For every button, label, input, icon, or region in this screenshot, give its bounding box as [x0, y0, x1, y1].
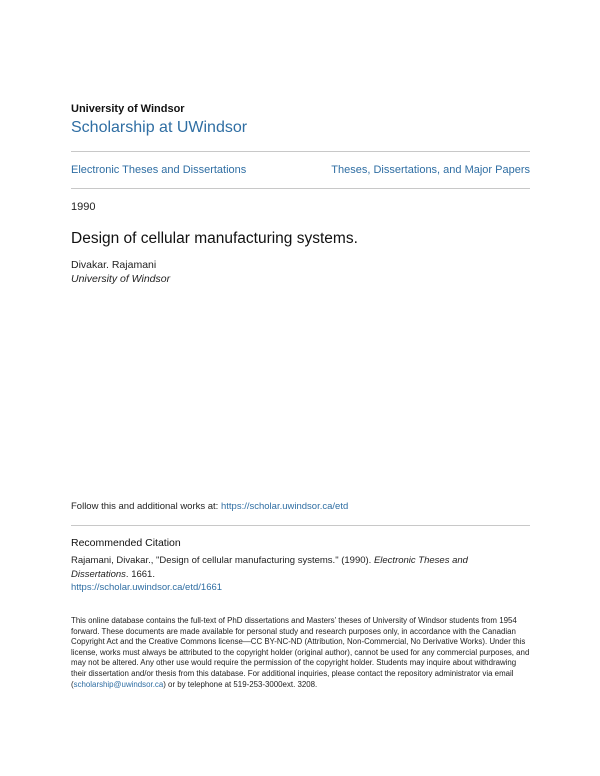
- author-affiliation: University of Windsor: [71, 273, 171, 285]
- recommended-citation-heading: Recommended Citation: [71, 537, 181, 549]
- repository-link[interactable]: Scholarship at UWindsor: [71, 119, 248, 136]
- author-name: Divakar. Rajamani: [71, 259, 157, 271]
- follow-line: [71, 501, 348, 512]
- citation-text: [71, 554, 491, 595]
- citation-series: Electronic Theses and Dissertations: [71, 555, 468, 580]
- divider: [71, 525, 530, 526]
- divider: [71, 188, 530, 189]
- document-title: Design of cellular manufacturing systems.: [71, 230, 358, 247]
- citation-prefix: Rajamani, Divakar., "Design of cellular manufacturing systems." (1990).: [71, 555, 374, 566]
- theses-collection-link[interactable]: Theses, Dissertations, and Major Papers: [331, 164, 530, 176]
- citation-suffix: . 1661.: [125, 568, 155, 580]
- citation-link[interactable]: https://scholar.uwindsor.ca/etd/1661: [71, 582, 223, 593]
- publication-year: 1990: [71, 201, 96, 213]
- institution-name: University of Windsor: [71, 103, 185, 115]
- notice-tail: ) or by telephone at 519-253-3000ext. 3208.: [163, 679, 318, 689]
- notice-body: This online database contains the full-text of PhD dissertations and Masters’ theses of University of Windsor students from 1954 forward. These documents are made available for personal study and research purposes only, in accordance with the Canadian Copyright Act and the Creative Commons license—CC BY-NC-ND (Attribution, Non-Commercial, No Derivative Works). Under this license, works must always be attributed to the copyright holder (original author), cannot be used for any commercial purposes, and may not be altered. Any other use would require the permission of the copyright holder. Students may inquire about withdrawing their dissertation and/or thesis from this database. For additional inquiries, please contact the repository administrator via email (: [71, 616, 530, 689]
- contact-email-link[interactable]: scholarship@uwindsor.ca: [73, 679, 164, 689]
- etd-collection-link[interactable]: Electronic Theses and Dissertations: [71, 164, 247, 176]
- follow-link[interactable]: https://scholar.uwindsor.ca/etd: [220, 501, 349, 512]
- copyright-notice: [71, 616, 533, 690]
- divider: [71, 151, 530, 152]
- follow-prefix: Follow this and additional works at:: [71, 501, 221, 512]
